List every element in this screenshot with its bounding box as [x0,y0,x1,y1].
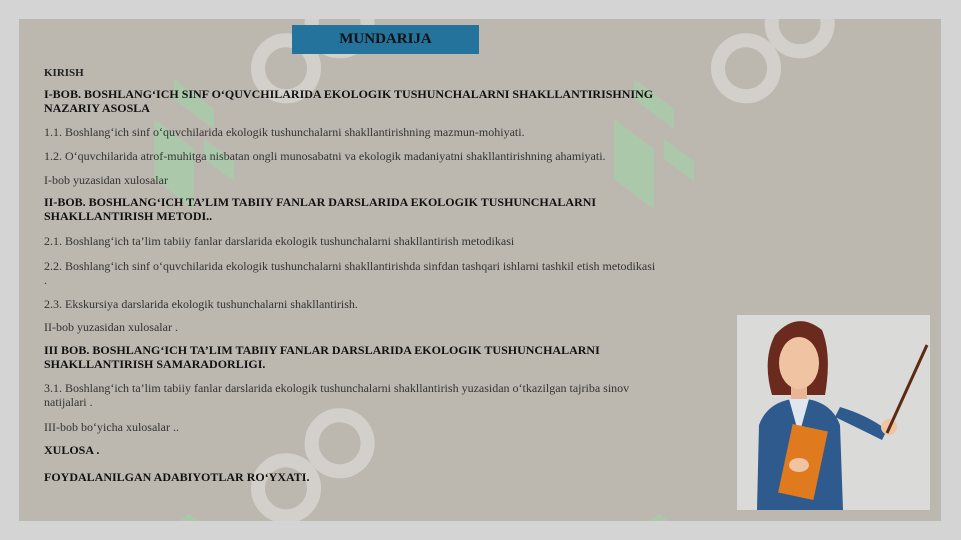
toc-item: III BOB. BOSHLANG‘ICH TA’LIM TABIIY FANLAR DARSLARIDA EKOLOGIK TUSHUNCHALARNI [44,343,600,357]
toc-item: SHAKLLANTIRISH METODI.. [44,209,213,223]
toc-item: III-bob bo‘yicha xulosalar .. [44,420,179,434]
slide [19,19,941,521]
toc-item: XULOSA . [44,443,100,457]
teacher-illustration [737,315,930,510]
teacher-icon [737,315,930,510]
toc-item: II-bob yuzasidan xulosalar . [44,320,178,334]
toc-item: NAZARIY ASOSLA [44,101,150,115]
toc-item: KIRISH [44,67,84,79]
watermark-text-icon [669,19,869,119]
toc-item: . [44,273,47,287]
toc-item: I-BOB. BOSHLANG‘ICH SINF O‘QUVCHILARIDA EKOLOGIK TUSHUNCHALARNI SHAKLLANTIRISHNING [44,87,654,101]
toc-item: I-bob yuzasidan xulosalar [44,173,168,187]
toc-item: 2.3. Ekskursiya darslarida ekologik tushunchalarni shakllantirish. [44,297,358,311]
toc-item: natijalari . [44,395,93,409]
toc-item: SHAKLLANTIRISH SAMARADORLIGI. [44,357,266,371]
toc-item: II-BOB. BOSHLANG‘ICH TA’LIM TABIIY FANLAR DARSLARIDA EKOLOGIK TUSHUNCHALARNI [44,195,597,209]
watermark-text-icon [209,399,409,521]
page-title: MUNDARIJA [292,25,479,54]
toc-item: 2.1. Boshlang‘ich ta’lim tabiiy fanlar darslarida ekologik tushunchalarni shakllantirish metodikasi [44,234,515,248]
toc-item: 1.1. Boshlang‘ich sinf o‘quvchilarida ekologik tushunchalarni shakllantirishning mazmun-mohiyati. [44,125,525,139]
toc-item: 1.2. O‘quvchilarida atrof-muhitga nisbatan ongli munosabatni va ekologik madaniyatni shakllantirishning ahamiyati. [44,149,606,163]
toc-item: 2.2. Boshlang‘ich sinf o‘quvchilarida ekologik tushunchalarni shakllantirishda sinfdan tashqari ishlarni tashkil etish metodikasi [44,259,656,273]
toc-item: FOYDALANILGAN ADABIYOTLAR RO‘YXATI. [44,470,310,484]
toc-item: 3.1. Boshlang‘ich ta’lim tabiiy fanlar darslarida ekologik tushunchalarni shakllantirish yuzasidan o‘tkazilgan tajriba sinov [44,381,630,395]
watermark-logo-icon [629,509,689,521]
